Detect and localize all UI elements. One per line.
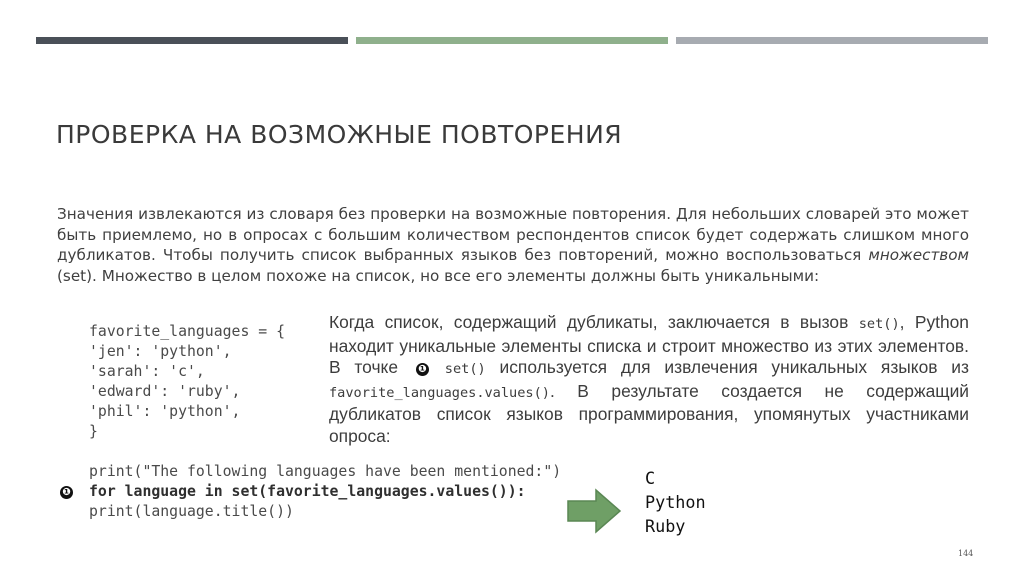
top-accent-bar-green [356, 37, 668, 44]
code-line: 'phil': 'python', [89, 403, 241, 420]
explanation-text: используется для извлечения уникальных языков из [485, 357, 969, 377]
output-line: Python [645, 492, 706, 512]
page-number: 144 [958, 549, 974, 558]
code-line: favorite_languages = { [89, 323, 285, 340]
top-accent-bar-gray [676, 37, 988, 44]
intro-text-emphasis: множеством [868, 246, 969, 265]
code-line: } [89, 423, 98, 440]
intro-paragraph [57, 204, 969, 286]
code-line: print(language.title()) [89, 503, 294, 520]
step-marker-icon: ❶ [60, 486, 73, 499]
program-output [645, 466, 706, 538]
code-block-loop [89, 462, 561, 522]
top-accent-bar-dark [36, 37, 348, 44]
output-line: C [645, 468, 656, 488]
intro-text-part2: (set). Множество в целом похоже на список, но все его элементы должны быть уникальными: [57, 266, 820, 285]
code-line: 'sarah': 'c', [89, 363, 205, 380]
code-block-dictionary [89, 322, 285, 442]
inline-code: set() [858, 316, 900, 332]
explanation-paragraph [329, 312, 969, 447]
explanation-text: , Python находит уникальные элементы списка и строит множество из этих элементов. В точке [329, 312, 969, 377]
inline-code: set() [444, 361, 486, 377]
code-line: 'jen': 'python', [89, 343, 232, 360]
intro-text-part1: Значения извлекаются из словаря без проверки на возможные повторения. Для небольших словарей это может быть приемлемо, но в опросах с большим количеством респондентов список будет содержать слишком много дубликатов. Чтобы получить список выбранных языков без повторений, можно воспользоваться [57, 205, 969, 265]
slide-title: ПРОВЕРКА НА ВОЗМОЖНЫЕ ПОВТОРЕНИЯ [56, 120, 623, 149]
code-line: print("The following languages have been mentioned:") [89, 463, 562, 480]
code-line-highlighted: for language in set(favorite_languages.values()): [89, 483, 526, 500]
output-line: Ruby [645, 516, 686, 536]
step-marker-inline-icon: ❶ [416, 363, 429, 376]
explanation-text: . В результате создается не содержащий дубликатов список языков программирования, упомянутых участниками опроса: [329, 380, 969, 446]
explanation-text: Когда список, содержащий дубликаты, заключается в вызов [329, 312, 859, 332]
right-arrow-icon [566, 488, 622, 534]
inline-code: favorite_languages.values() [329, 384, 550, 401]
code-line: 'edward': 'ruby', [89, 383, 241, 400]
